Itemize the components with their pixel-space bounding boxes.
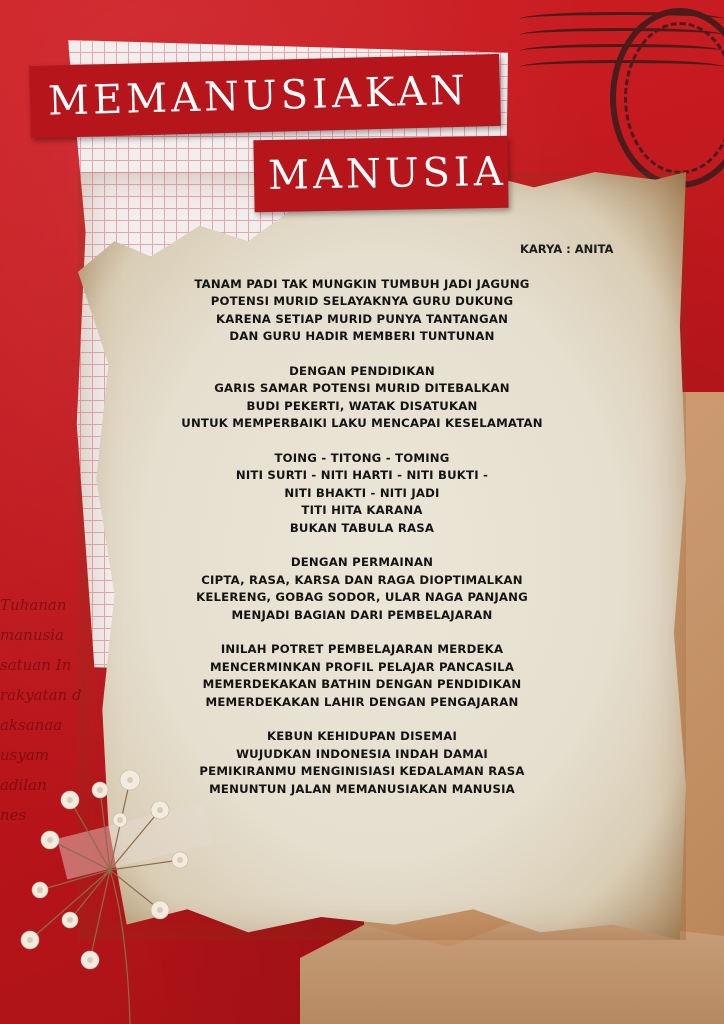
poem-stanza	[120, 554, 604, 624]
script-line: rakyatan d	[0, 686, 82, 704]
poem-line: MENCERMINKAN PROFIL PELAJAR PANCASILA	[209, 659, 515, 674]
poem-line: WUJUDKAN INDONESIA INDAH DAMAI	[236, 746, 488, 761]
author-credit: KARYA : ANITA	[520, 242, 614, 256]
poem-line: TOING - TITONG - TOMING	[274, 451, 450, 466]
poem-line: INILAH POTRET PEMBELAJARAN MERDEKA	[220, 642, 504, 657]
script-line: nes	[0, 806, 27, 824]
poem-line: TANAM PADI TAK MUNGKIN TUMBUH JADI JAGUNG	[194, 277, 530, 291]
poem-line: KARENA SETIAP MURID PUNYA TANTANGAN	[215, 311, 509, 326]
script-line: usyam	[0, 746, 49, 764]
poem-line: MENUNTUN JALAN MEMANUSIAKAN MANUSIA	[209, 781, 515, 796]
poem-line: DENGAN PENDIDIKAN	[289, 364, 435, 379]
script-line: satuan In	[0, 656, 72, 674]
poem-line: KEBUN KEHIDUPAN DISEMAI	[266, 729, 458, 744]
poem-stanza	[120, 276, 604, 346]
poem-line: MEMERDEKAKAN LAHIR DENGAN PENGAJARAN	[205, 694, 519, 709]
script-line: adilan	[0, 776, 47, 794]
poem-line: DENGAN PERMAINAN	[290, 555, 434, 570]
script-line: aksanaa	[0, 716, 63, 734]
poem-line: NITI SURTI - NITI HARTI - NITI BUKTI -	[235, 468, 489, 483]
poem-line: BUDI PEKERTI, WATAK DISATUKAN	[246, 398, 478, 413]
poem-line: KELERENG, GOBAG SODOR, ULAR NAGA PANJANG	[196, 590, 528, 605]
title-line-1: MEMANUSIAKAN	[29, 54, 501, 138]
dried-flower-icon	[10, 760, 210, 1024]
poem-stanza	[120, 363, 604, 433]
poem-stanza	[120, 641, 604, 711]
poem-line: BUKAN TABULA RASA	[289, 520, 435, 535]
poem-line: MENJADI BAGIAN DARI PEMBELAJARAN	[231, 607, 493, 622]
title-line-2: MANUSIA	[253, 136, 508, 212]
poem-body	[120, 276, 604, 816]
poem-line: POTENSI MURID SELAYAKNYA GURU DUKUNG	[210, 294, 514, 309]
poem-line: GARIS SAMAR POTENSI MURID DITEBALKAN	[214, 381, 510, 396]
poem-line: UNTUK MEMPERBAIKI LAKU MENCAPAI KESELAMATAN	[181, 416, 543, 431]
poem-line: PEMIKIRANMU MENGINISIASI KEDALAMAN RASA	[199, 764, 525, 779]
poem-line: MEMERDEKAKAN BATHIN DENGAN PENDIDIKAN	[202, 677, 522, 692]
poem-line: NITI BHAKTI - NITI JADI	[284, 485, 440, 500]
poem-line: DAN GURU HADIR MEMBERI TUNTUNAN	[229, 329, 495, 344]
poem-stanza	[120, 450, 604, 537]
script-line: manusia	[0, 626, 64, 644]
script-line: Tuhanan	[0, 596, 67, 614]
postmark-stamp-inner	[624, 22, 724, 174]
poem-line: CIPTA, RASA, KARSA DAN RAGA DIOPTIMALKAN	[201, 572, 523, 587]
poem-line: TITI HITA KARANA	[301, 503, 423, 518]
